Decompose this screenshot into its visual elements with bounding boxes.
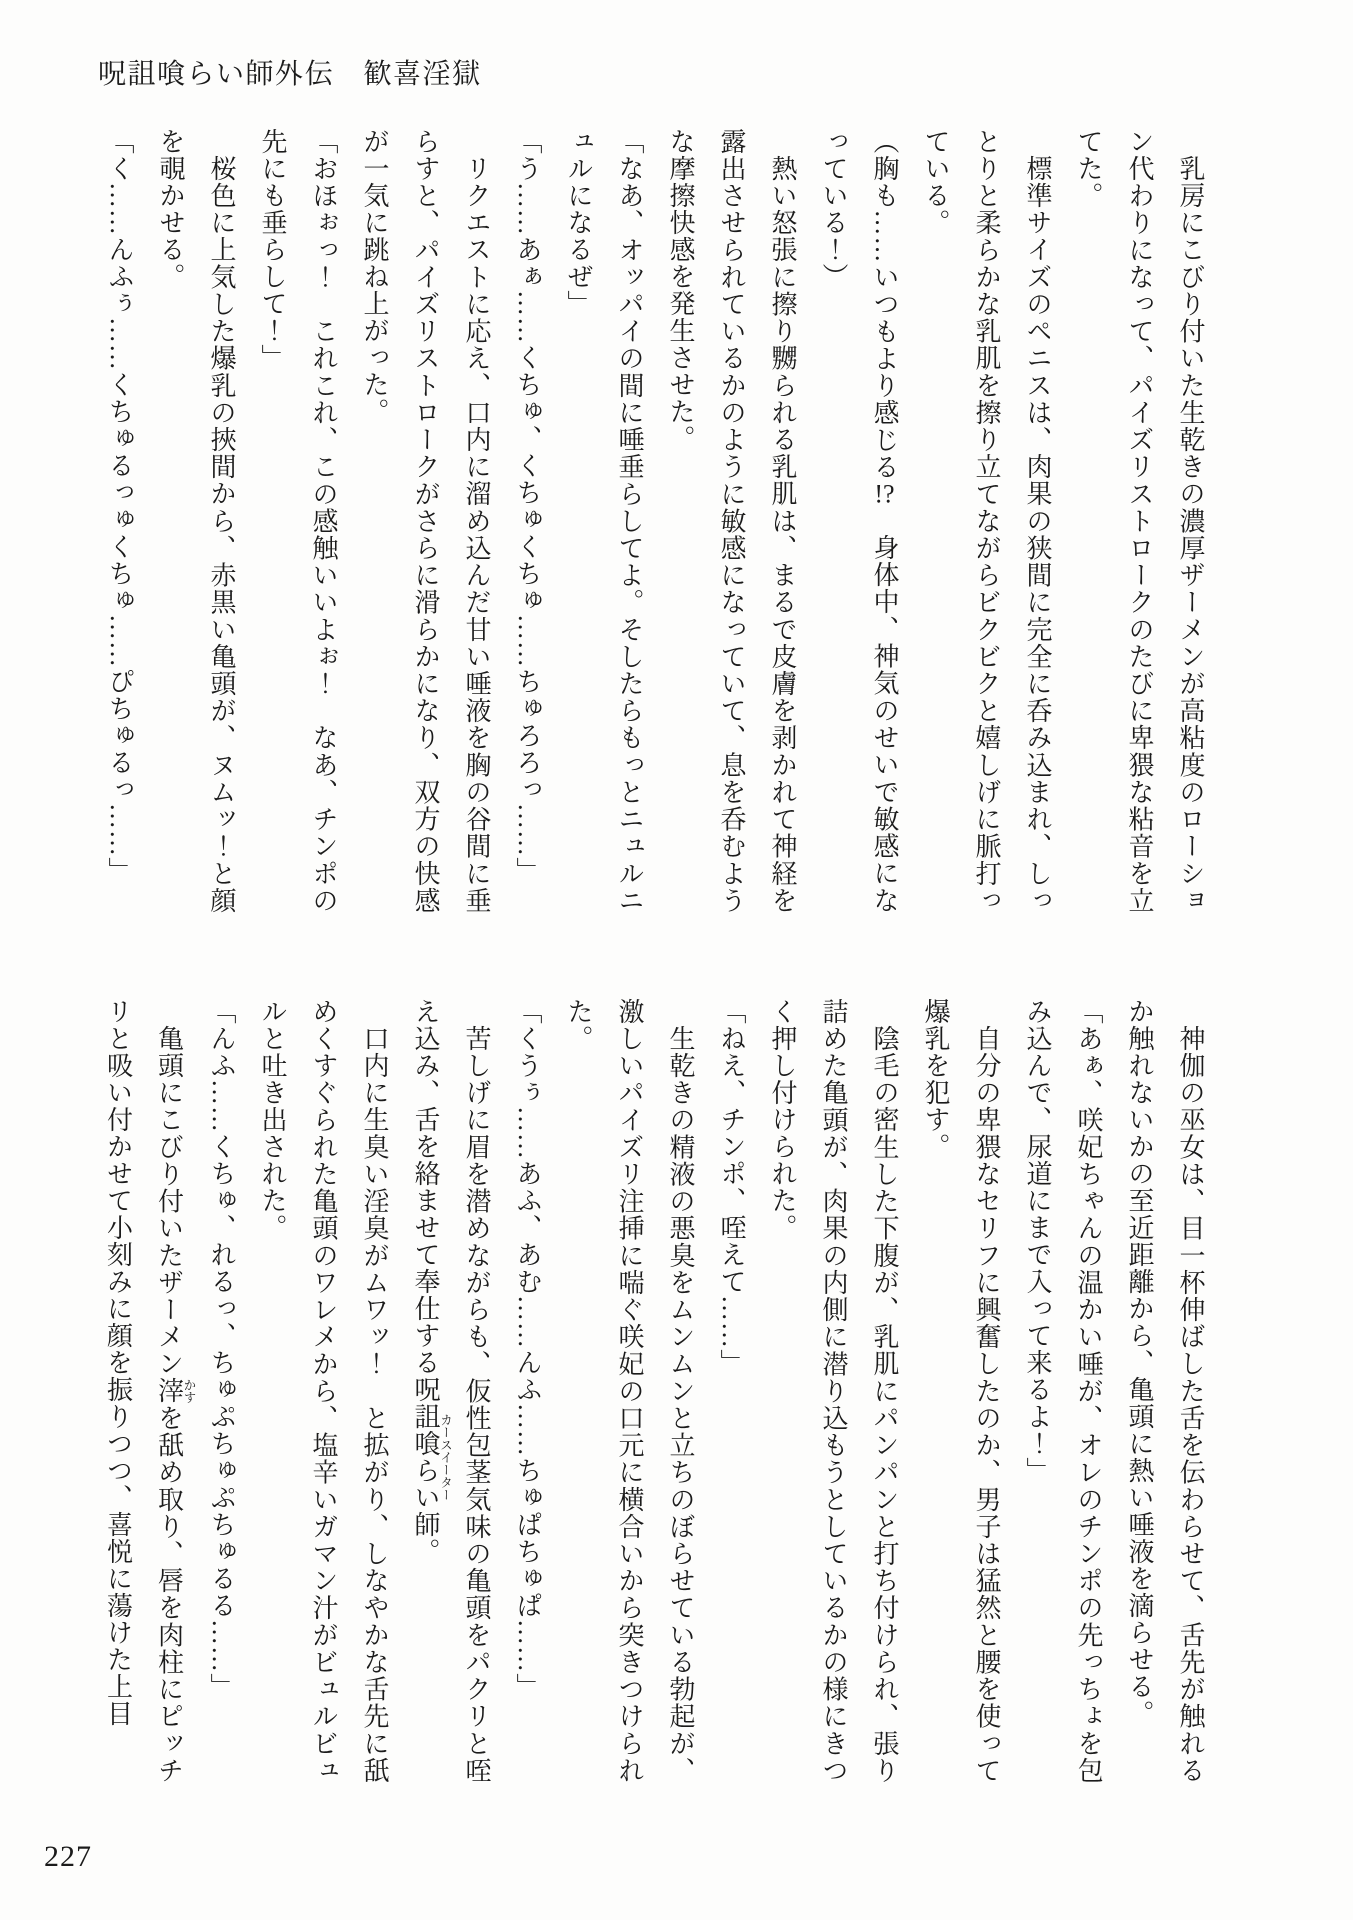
paragraph: 「んふ……くちゅ、れるっ、ちゅぷちゅぷちゅるる……」 <box>207 998 236 1700</box>
paragraph: 熱い怒張に擦り嬲られる乳肌は、まるで皮膚を剥かれて神経を露出させられているかのように敏感になっていて、息を呑むような摩擦快感を発生させた。 <box>666 128 797 915</box>
ruby-annotation: 滓かす <box>154 1377 196 1405</box>
paragraph: 口内に生臭い淫臭がムワッ！ と拡がり、しなやかな舌先に舐めくすぐられた亀頭のワレメから、塩辛いガマン汁がビュルビュルと吐き出された。 <box>258 998 389 1784</box>
paragraph: （胸も……いつもより感じる!? 身体中、神気のせいで敏感になっている！） <box>819 128 899 914</box>
paragraph: 「おほぉっ！ これこれ、この感触いいよぉ！ なあ、チンポの先にも垂らして！」 <box>258 128 338 914</box>
page-number: 227 <box>44 1840 92 1873</box>
running-title: 呪詛喰らい師外伝 歓喜淫獄 <box>98 59 482 90</box>
paragraph: 自分の卑猥なセリフに興奮したのか、男子は猛然と腰を使って爆乳を犯す。 <box>921 998 1001 1784</box>
text-block-bottom <box>88 998 1216 1784</box>
paragraph: リクエストに応え、口内に溜め込んだ甘い唾液を胸の谷間に垂らすと、パイズリストロークがさらに滑らかになり、双方の快感が一気に跳ね上がった。 <box>360 128 491 914</box>
paragraph: 苦しげに眉を潜めながらも、仮性包茎気味の亀頭をパクリと咥え込み、舌を絡ませて奉仕する呪詛喰らい師カースイーター。 <box>411 998 491 1784</box>
tate-chu-yoko: !? <box>874 480 895 507</box>
paragraph: 「ねえ、チンポ、咥えて……」 <box>717 998 746 1376</box>
paragraph: 生乾きの精液の悪臭をムンムンと立ちのぼらせている勃起が、激しいパイズリ注挿に喘ぐ咲妃の口元に横合いから突きつけられた。 <box>564 998 695 1785</box>
paragraph: 神伽の巫女は、目一杯伸ばした舌を伝わらせて、舌先が触れるか触れないかの至近距離から、亀頭に熱い唾液を滴らせる。 <box>1125 998 1205 1784</box>
paragraph: 「う……あぁ……くちゅ、くちゅくちゅ……ちゅろろっ……」 <box>513 128 542 884</box>
paragraph: 「く……んふぅ……くちゅるっゅくちゅ……ぴちゅるっ……」 <box>105 128 134 884</box>
paragraph: 陰毛の密生した下腹が、乳肌にパンパンと打ち付けられ、張り詰めた亀頭が、肉果の内側に潜り込もうとしているかの様にきつく押し付けられた。 <box>768 998 899 1784</box>
paragraph: 桜色に上気した爆乳の挾間から、赤黒い亀頭が、ヌムッ！と顔を覗かせる。 <box>156 128 236 915</box>
paragraph: 亀頭にこびり付いたザーメン滓かすを舐め取り、唇を肉柱にピッチリと吸い付かせて小刻みに顔を振りつつ、喜悦に蕩けた上目 <box>103 998 196 1785</box>
paragraph: 乳房にこびり付いた生乾きの濃厚ザーメンが高粘度のローション代わりになって、パイズリストロークのたびに卑猥な粘音を立てた。 <box>1074 128 1205 914</box>
paragraph: 「くうぅ……あふ、あむ……んふ……ちゅぱちゅぱ……」 <box>513 998 542 1700</box>
text-block-top <box>88 128 1216 914</box>
paragraph: 「なあ、オッパイの間に唾垂らしてよ。そしたらもっとニュルニュルになるぜ」 <box>564 128 644 914</box>
paragraph: 「あぁ、咲妃ちゃんの温かい唾が、オレのチンポの先っちょを包み込んで、尿道にまで入って来るよ！」 <box>1023 998 1103 1784</box>
ruby-annotation: 呪詛喰らい師カースイーター <box>411 1376 453 1538</box>
paragraph: 標準サイズのペニスは、肉果の狭間に完全に呑み込まれ、しっとりと柔らかな乳肌を擦り立てながらビクビクと嬉しげに脈打っている。 <box>921 128 1052 914</box>
